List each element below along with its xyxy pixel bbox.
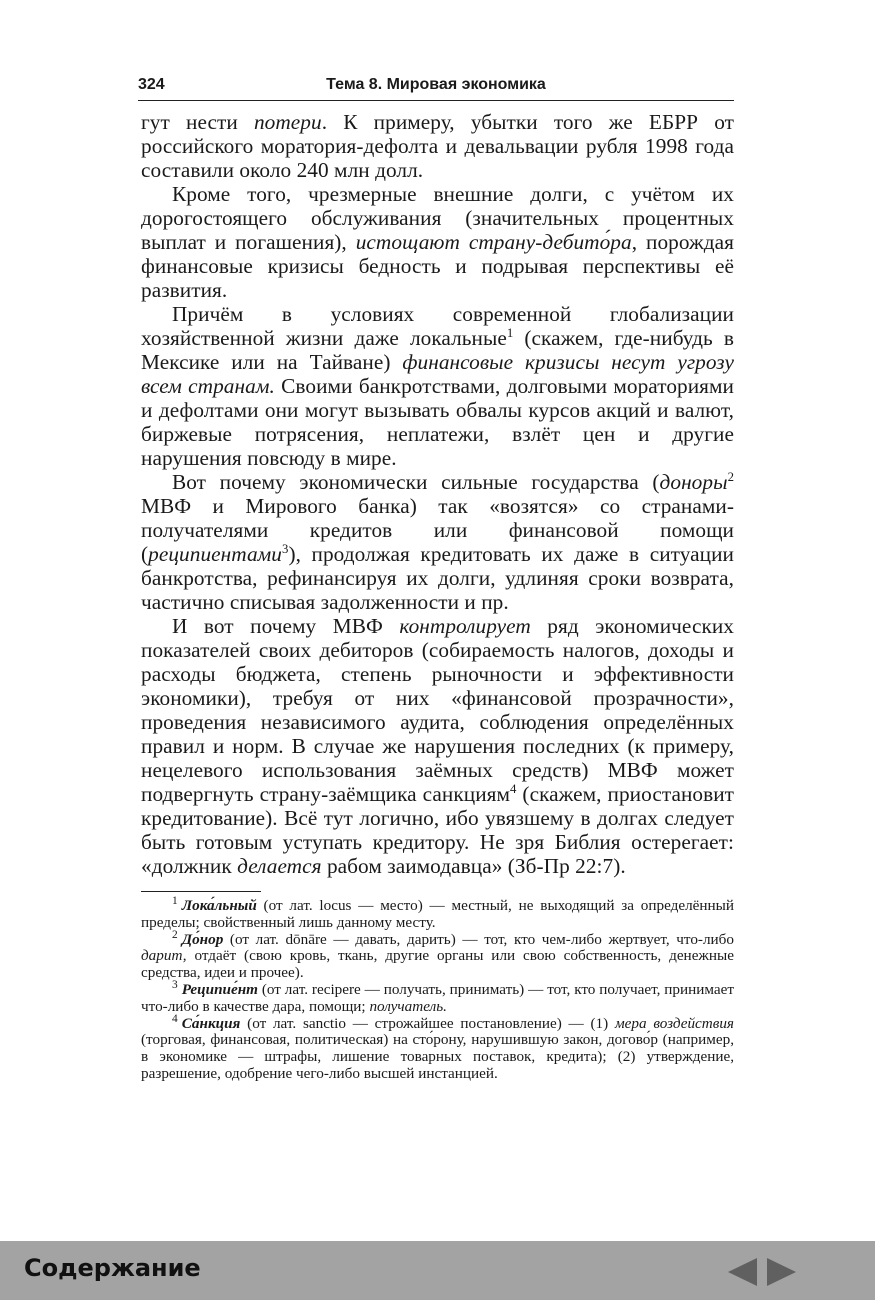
emphasis: истощают страну-дебито́ра [355,230,632,254]
paragraph-5 [141,614,734,878]
footnote-term: Са́нкция [181,1014,241,1032]
page-number: 324 [138,76,165,93]
text-run: , порождая финансовые кризисы бедность и подрывая перспективы её развития. [141,230,735,302]
emphasis: финансовые кризисы несут угрозу всем странам. [141,350,735,398]
emphasis: делается [237,854,322,878]
footnote-number: 2 [172,928,178,941]
text-run: МВФ и Мирового банка) так «возятся» со странами-получателями кредитов или финансовой помощи ( [141,494,734,566]
paragraph-1 [141,110,734,182]
text-run: гут нести [141,110,254,134]
footnotes [141,894,734,1083]
text-run: (скажем, где-нибудь в Мексике или на Тайване) [141,326,734,374]
text-run: (от лат. sanctio — строжайшее постановление) — (1) [240,1014,615,1032]
triangle-left-icon[interactable] [728,1258,757,1286]
emphasis: реципиентами [148,542,282,566]
paragraph-2 [141,182,734,302]
text-run: рабом заимодавца» (Зб-Пр 22:7). [321,854,626,878]
emphasis: доноры [659,470,728,494]
footnote-number: 4 [172,1012,178,1025]
emphasis: дарит, [141,947,187,965]
paragraph-3 [141,302,734,470]
text-run: Своими банкротствами, долговыми мораториями и дефолтами они могут вызывать обвалы курсов акций и валют, биржевые потрясения, неплатежи, взлёт цен и другие нарушения повсюду в мире. [141,374,734,470]
footnote-number: 1 [172,894,178,907]
triangle-right-icon[interactable] [767,1258,796,1286]
body-text [141,110,734,878]
emphasis: потери [253,110,322,134]
footnote-3 [141,978,734,1016]
running-title: Тема 8. Мировая экономика [326,76,546,93]
emphasis: мера воздействия [614,1014,734,1032]
paragraph-4 [141,470,734,614]
text-run: Кроме того, чрезмерные внешние долги, с учётом их дорогостоящего обслуживания (значительных процентных выплат и погашения), [141,182,734,254]
footnote-ref: 2 [727,469,734,484]
footnote-ref: 3 [282,541,289,556]
footnote-term: Лока́льный [181,897,257,914]
emphasis: контролирует [399,614,531,638]
text-run: И вот почему МВФ [172,614,400,638]
text-run: (от лат. recipere — получать, принимать) — тот, кто получает, принимает что-либо в качестве дара, помощи; [141,980,734,1015]
text-run: (от лат. dōnāre — давать, дарить) — тот, кто чем-либо жертвует, что-либо [223,930,734,948]
text-run: ), продолжая кредитовать их даже в ситуации банкротства, рефинансируя их долги, удлиняя сроки возврата, частично списывая задолженности и пр. [141,542,734,614]
emphasis: получатель. [369,997,447,1015]
text-run: отдаёт (свою кровь, ткань, другие органы или свою собственность, денежные средства, идеи и прочее). [141,947,734,982]
text-run: (торговая, финансовая, политическая) на сто́рону, нарушившую закон, догово́р (например, в экономике — штрафы, лишение товарных поставок, кредита); (2) утверждение, разрешение, одобрение чего-либо высшей инстанцией. [141,1031,734,1082]
navigation-bar [0,1241,875,1300]
footnote-2 [141,928,734,982]
text-run: (от лат. locus — место) — местный, не выходящий за определённый пределы; свойственный лишь данному месту. [141,897,734,931]
footnote-term: До́нор [181,930,224,948]
footnote-term: Реципие́нт [181,980,258,998]
footnote-4 [141,1012,734,1083]
text-run: Причём в условиях современной глобализации хозяйственной жизни даже локальные [141,302,734,350]
text-run: Вот почему экономически сильные государства ( [172,470,660,494]
text-run: . К примеру, убытки того же ЕБРР от российского моратория-дефолта и девальвации рубля 1998 года составили около 240 млн долл. [141,110,734,182]
footnote-ref: 1 [506,325,514,340]
footnote-1 [141,894,734,932]
footnote-divider [141,891,261,892]
contents-link[interactable]: Содержание [24,1254,201,1282]
page-header [138,76,734,101]
footnote-number: 3 [172,978,178,991]
text-run: (скажем, приостановит кредитование). Всё тут логично, ибо увязшему в долгах следует быть готовым уступать кредитору. Не зря Библия остерегает: «должник [141,782,734,878]
footnote-ref: 4 [510,781,517,796]
text-run: ряд экономических показателей своих дебиторов (собираемость налогов, доходы и расходы бюджета, степень рыночности и эффективности экономики), требуя от них «финансовой прозрачности», проведения независимого аудита, соблюдения определённых правил и норм. В случае же нарушения последних (к примеру, нецелевого использования заёмных средств) МВФ может подвергнуть страну-заёмщика санкциям [141,614,734,806]
